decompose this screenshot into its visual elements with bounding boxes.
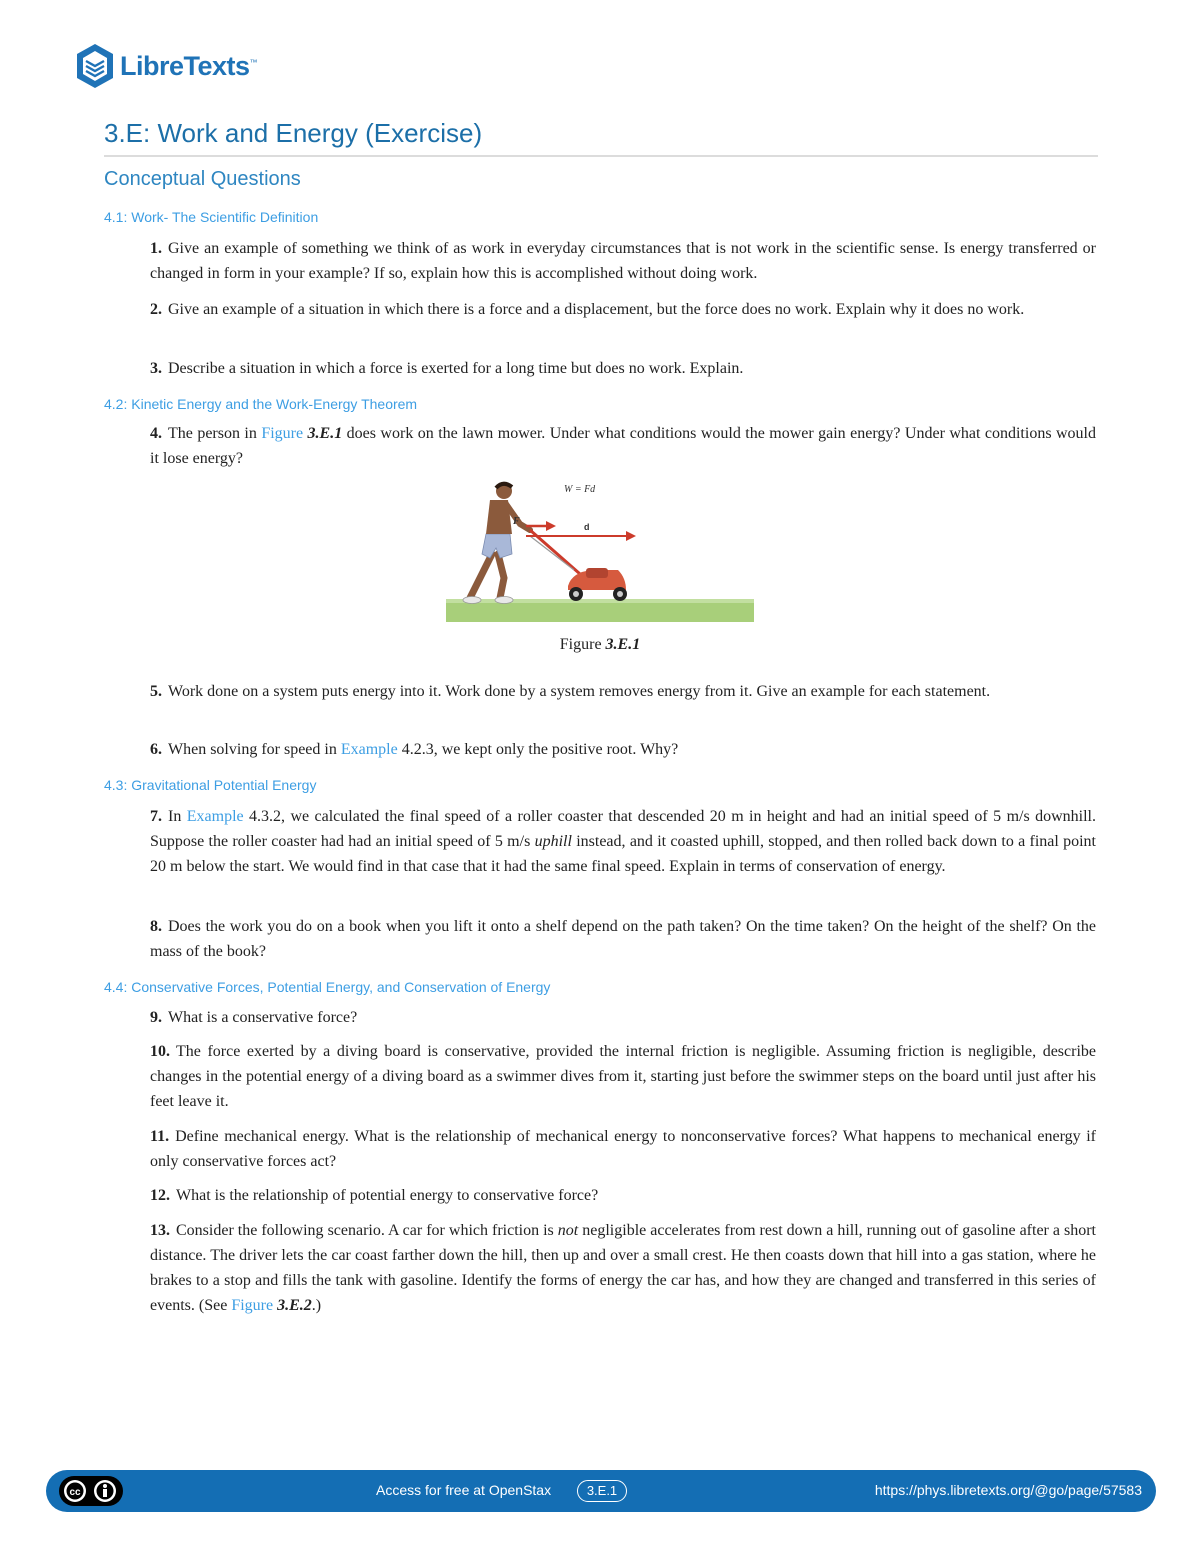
question-3: 3. Describe a situation in which a force is exerted for a long time but does no work. Explain. <box>150 360 744 377</box>
grass-ground <box>446 602 754 622</box>
title-divider <box>104 155 1098 157</box>
page-title: 3.E: Work and Energy (Exercise) <box>104 118 483 148</box>
question-1: 1. Give an example of something we think of as work in everyday circumstances that is not work in the scientific sense. Is energy transferred or changed in form in your example? If so, explain how this is accomplished without doing work. <box>150 240 1096 282</box>
svg-text:d: d <box>584 522 590 532</box>
figure-caption: Figure 3.E.1 <box>559 636 641 653</box>
creative-commons-icon[interactable] <box>59 1475 123 1507</box>
question-12: 12. What is the relationship of potential energy to conservative force? <box>150 1187 599 1204</box>
subsection-heading: 4.1: Work- The Scientific Definition <box>104 209 319 225</box>
access-openstax-text: Access for free at OpenStax <box>376 1482 552 1498</box>
libretexts-logo[interactable] <box>74 42 257 90</box>
subsection-heading: 4.3: Gravitational Potential Energy <box>104 777 317 793</box>
section-title: Conceptual Questions <box>104 168 301 190</box>
svg-text:cc: cc <box>69 1487 81 1498</box>
question-11: 11. Define mechanical energy. What is the relationship of mechanical energy to nonconservative forces? What happens to mechanical energy if only conservative forces act? <box>150 1128 1096 1170</box>
question-5: 5. Work done on a system puts energy into it. Work done by a system removes energy from it. Give an example for each statement. <box>150 683 991 700</box>
svg-text:F: F <box>513 516 520 527</box>
logo-text: LibreTexts™ <box>120 50 258 81</box>
subsection-heading: 4.2: Kinetic Energy and the Work-Energy Theorem <box>104 396 418 412</box>
example-link[interactable]: Example <box>340 741 398 758</box>
question-6: 6. When solving for speed in Example 4.2.3, we kept only the positive root. Why? <box>150 741 679 758</box>
lawn-mower-figure <box>446 478 754 622</box>
question-13: 13. Consider the following scenario. A car for which friction is not negligible accelerates from rest down a hill, running out of gasoline after a short distance. The driver lets the car coast farther down the hill, then up and over a small crest. He then coasts down that hill into a gas station, where he brakes to a stop and fills the tank with gasoline. Identify the forms of energy the car has, and how they are changed and transferred in this series of events. (See Figure 3.E.2.) <box>150 1222 1097 1314</box>
page-footer <box>46 1470 1156 1512</box>
page-url-link[interactable]: https://phys.libretexts.org/@go/page/57583 <box>874 1482 1142 1498</box>
example-link[interactable]: Example <box>186 808 244 825</box>
question-7: 7. In Example 4.3.2, we calculated the final speed of a roller coaster that descended 20 m in height and had an initial speed of 5 m/s downhill. Suppose the roller coaster had had an initial speed of 5 m/s uphill instead, and it coasted uphill, stopped, and then rolled back down to a final point 20 m below the start. We would find in that case that it had the same final speed. Explain in terms of conservation of energy. <box>150 808 1097 875</box>
subsection-heading: 4.4: Conservative Forces, Potential Energy, and Conservation of Energy <box>104 979 551 995</box>
question-4: 4. The person in Figure 3.E.1 does work on the lawn mower. Under what conditions would the mower gain energy? Under what conditions would it lose energy? <box>150 425 1096 467</box>
libretexts-logo-icon <box>74 42 116 90</box>
question-10: 10. The force exerted by a diving board is conservative, provided the internal friction is negligible. Assuming friction is negligible, describe changes in the potential energy of a diving board as a swimmer dives from it, starting just before the swimmer steps on the board until just after his feet leave it. <box>150 1043 1096 1110</box>
question-8: 8. Does the work you do on a book when you lift it onto a shelf depend on the path taken? On the time taken? On the height of the shelf? On the mass of the book? <box>150 918 1096 960</box>
question-2: 2. Give an example of a situation in which there is a force and a displacement, but the force does no work. Explain why it does no work. <box>150 301 1025 318</box>
question-9: 9. What is a conservative force? <box>150 1009 358 1026</box>
page-number-badge: 3.E.1 <box>577 1480 627 1502</box>
label-w-equals-fd: W = Fd <box>564 484 596 495</box>
figure-link[interactable]: Figure <box>231 1297 274 1314</box>
figure-link[interactable]: Figure <box>261 425 304 442</box>
